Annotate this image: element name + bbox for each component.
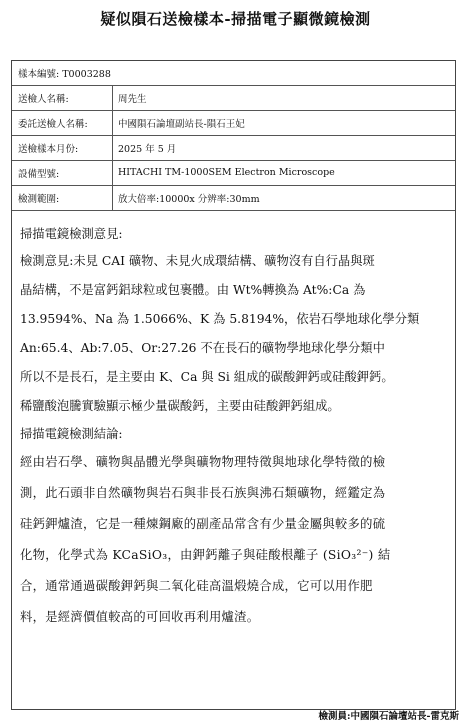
- conclusion-heading: 掃描電鏡檢測結論:: [20, 427, 123, 441]
- sample-number-text: 樣本編號: T0003288: [18, 69, 111, 80]
- conclusion-line: 料，是經濟價值較高的可回收再利用爐渣。: [20, 610, 260, 624]
- agent-value: 中國隕石論壇副站長-隕石王妃: [118, 118, 245, 130]
- opinion-paragraph: [20, 247, 449, 421]
- month-label: 送檢樣本月份:: [18, 143, 79, 155]
- model-row: [12, 160, 455, 186]
- conclusion-paragraph: [20, 447, 449, 633]
- month-row: [12, 135, 455, 161]
- opinion-line: 所以不是長石，是主要由 K、Ca 與 Si 組成的碳酸鉀鈣或硅酸鉀鈣。: [20, 370, 394, 384]
- conclusion-line: 經由岩石學、礦物與晶體光學與礦物物理特徵與地球化學特徵的檢: [20, 455, 386, 469]
- conclusion-line: 化物，化學式為 KCaSiO₃，由鉀鈣離子與硅酸根離子 (SiO₃²⁻) 結: [20, 548, 391, 562]
- sender-label: 送檢人名稱:: [18, 93, 69, 105]
- opinion-line: An:65.4、Ab:7.05、Or:27.26 不在長石的礦物學地球化學分類中: [20, 341, 385, 355]
- agent-row: [12, 110, 455, 136]
- opinion-line: 晶結構，不是富鈣鋁球粒或包裹體。由 Wt%轉換為 At%:Ca 為: [20, 283, 366, 297]
- opinion-line: 稀鹽酸泡騰實驗顯示極少量碳酸鈣，主要由硅酸鉀鈣組成。: [20, 399, 340, 413]
- range-row: [12, 185, 455, 211]
- month-value: 2025 年 5 月: [118, 143, 177, 155]
- range-value: 放大倍率:10000x 分辨率:30mm: [118, 193, 260, 205]
- model-label: 設備型號:: [18, 168, 60, 180]
- conclusion-line: 合，通常通過碳酸鉀鈣與二氧化硅高溫煅燒合成，它可以用作肥: [20, 579, 373, 593]
- inspector-signature: 檢測員:中國隕石論壇站長-雷克斯: [318, 711, 459, 722]
- agent-label: 委託送檢人名稱:: [18, 118, 88, 130]
- sender-value: 周先生: [118, 93, 147, 105]
- document-title: 疑似隕石送檢樣本-掃描電子顯微鏡檢測: [100, 10, 371, 28]
- range-label: 檢測範圍:: [18, 193, 60, 205]
- opinion-line: 檢測意見:未見 CAI 礦物、未見火成環結構、礦物沒有自行晶與斑: [20, 254, 375, 268]
- conclusion-line: 硅鈣鉀爐渣，它是一種煉鋼廠的副產品常含有少量金屬與較多的硫: [20, 517, 386, 531]
- opinion-heading: 掃描電鏡檢測意見:: [20, 227, 123, 241]
- model-value: HITACHI TM-1000SEM Electron Microscope: [118, 167, 335, 178]
- sample-number-row: [12, 61, 455, 86]
- report-body: [20, 221, 449, 633]
- opinion-line: 13.9594%、Na 為 1.5066%、K 為 5.8194%，依岩石學地球化學分類: [20, 312, 420, 326]
- report-frame: [11, 60, 456, 710]
- conclusion-line: 測，此石頭非自然礦物與岩石與非長石族與沸石類礦物，經鑑定為: [20, 486, 386, 500]
- sender-row: [12, 85, 455, 111]
